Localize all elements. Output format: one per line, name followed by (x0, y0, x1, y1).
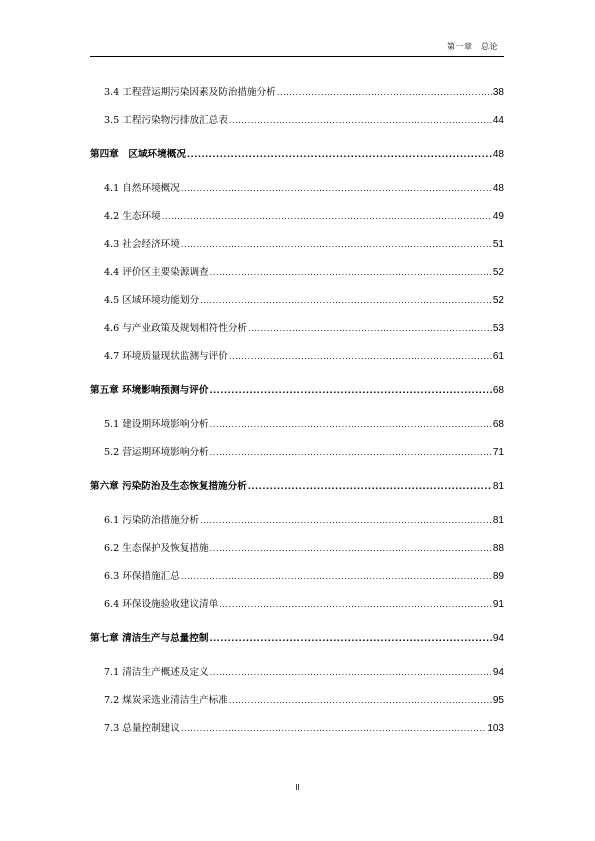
toc-entry[interactable] (104, 720, 504, 734)
toc-entry[interactable] (90, 146, 504, 160)
toc-entry-page: 38 (492, 87, 504, 98)
toc-entry-page: 61 (492, 351, 504, 362)
toc-entry-page: 48 (492, 149, 504, 160)
toc-entry[interactable] (104, 320, 504, 334)
toc-entry[interactable] (104, 236, 504, 250)
toc-entry[interactable] (104, 568, 504, 582)
toc-entry-label: 3.5 工程污染物污排放汇总表 (104, 115, 228, 126)
toc-entry-label: 4.5 区域环境功能划分 (104, 295, 200, 306)
toc-entry-label: 5.1 建设期环境影响分析 (104, 419, 209, 430)
toc-entry-page: 103 (487, 723, 504, 734)
toc-entry-page: 48 (492, 183, 504, 194)
toc-leader-dots (209, 634, 491, 643)
toc-entry-page: 51 (492, 239, 504, 250)
toc-entry[interactable] (90, 478, 504, 492)
toc-entry-page: 44 (492, 115, 504, 126)
toc-entry[interactable] (104, 444, 504, 458)
toc-entry-page: 94 (492, 667, 504, 678)
toc-entry[interactable] (104, 208, 504, 222)
toc-entry[interactable] (104, 84, 504, 98)
toc-entry-label: 第六章 污染防治及生态恢复措施分析 (90, 481, 247, 492)
toc-entry[interactable] (90, 382, 504, 396)
toc-entry[interactable] (90, 630, 504, 644)
toc-leader-dots (200, 296, 492, 305)
toc-entry-label: 4.7 环境质量现状监测与评价 (104, 351, 228, 362)
toc-entry-page: 81 (492, 481, 504, 492)
toc-leader-dots (181, 240, 492, 249)
toc-leader-dots (209, 386, 491, 395)
toc-entry-label: 4.4 评价区主要染源调查 (104, 267, 209, 278)
toc-leader-dots (181, 724, 486, 733)
toc-leader-dots (200, 516, 492, 525)
toc-leader-dots (210, 544, 492, 553)
toc-entry-page: 88 (492, 543, 504, 554)
toc-entry-page: 71 (492, 447, 504, 458)
toc-entry[interactable] (104, 292, 504, 306)
toc-leader-dots (181, 184, 492, 193)
toc-entry-label: 6.2 生态保护及恢复措施 (104, 543, 209, 554)
toc-leader-dots (248, 324, 492, 333)
toc-entry-label: 4.3 社会经济环境 (104, 239, 180, 250)
toc-entry-page: 81 (492, 515, 504, 526)
toc-entry[interactable] (104, 512, 504, 526)
toc-entry-page: 95 (492, 695, 504, 706)
toc-entry-label: 6.3 环保措施汇总 (104, 571, 180, 582)
toc-entry[interactable] (104, 264, 504, 278)
toc-entry-label: 6.4 环保设施验收建议清单 (104, 599, 219, 610)
toc-entry-label: 第五章 环境影响预测与评价 (90, 385, 209, 396)
toc-entry-label: 5.2 营运期环境影响分析 (104, 447, 209, 458)
toc-entry-label: 4.2 生态环境 (104, 211, 161, 222)
toc-entry-label: 第七章 清洁生产与总量控制 (90, 633, 209, 644)
toc-leader-dots (210, 268, 492, 277)
toc-entry-label: 第四章 区域环境概况 (90, 149, 186, 160)
toc-leader-dots (219, 600, 492, 609)
toc-entry[interactable] (104, 416, 504, 430)
toc-entry-label: 7.3 总量控制建议 (104, 723, 180, 734)
toc-leader-dots (187, 150, 492, 159)
toc-entry-label: 4.1 自然环境概况 (104, 183, 180, 194)
page-header (90, 40, 504, 57)
toc-entry-label: 3.4 工程营运期污染因素及防治措施分析 (104, 87, 276, 98)
toc-leader-dots (248, 482, 492, 491)
toc-leader-dots (181, 572, 492, 581)
toc-entry[interactable] (104, 112, 504, 126)
toc-leader-dots (162, 212, 492, 221)
toc-entry-page: 68 (492, 419, 504, 430)
toc-entry-page: 52 (492, 267, 504, 278)
toc-entry[interactable] (104, 348, 504, 362)
toc-entry[interactable] (104, 664, 504, 678)
toc-leader-dots (229, 352, 492, 361)
toc-entry[interactable] (104, 180, 504, 194)
header-chapter-title: 第一章 总论 (447, 42, 498, 51)
toc-entry-page: 91 (492, 599, 504, 610)
toc-entry-label: 7.2 煤炭采选业清洁生产标准 (104, 695, 228, 706)
toc-entry-label: 4.6 与产业政策及规划相符性分析 (104, 323, 248, 334)
toc-entry-page: 52 (492, 295, 504, 306)
toc-entry[interactable] (104, 692, 504, 706)
toc-entry[interactable] (104, 540, 504, 554)
toc-leader-dots (277, 88, 492, 97)
toc-leader-dots (229, 696, 492, 705)
toc-leader-dots (210, 668, 492, 677)
toc-entry-page: 49 (492, 211, 504, 222)
page-number: II (295, 783, 300, 792)
toc-leader-dots (229, 116, 492, 125)
toc-entry-label: 6.1 污染防治措施分析 (104, 515, 200, 526)
toc-entry-page: 53 (492, 323, 504, 334)
toc-entry-page: 94 (492, 633, 504, 644)
toc-entry[interactable] (104, 596, 504, 610)
toc-entry-page: 89 (492, 571, 504, 582)
toc-leader-dots (210, 420, 492, 429)
toc-entry-label: 7.1 清洁生产概述及定义 (104, 667, 209, 678)
toc-leader-dots (210, 448, 492, 457)
toc-entry-page: 68 (492, 385, 504, 396)
